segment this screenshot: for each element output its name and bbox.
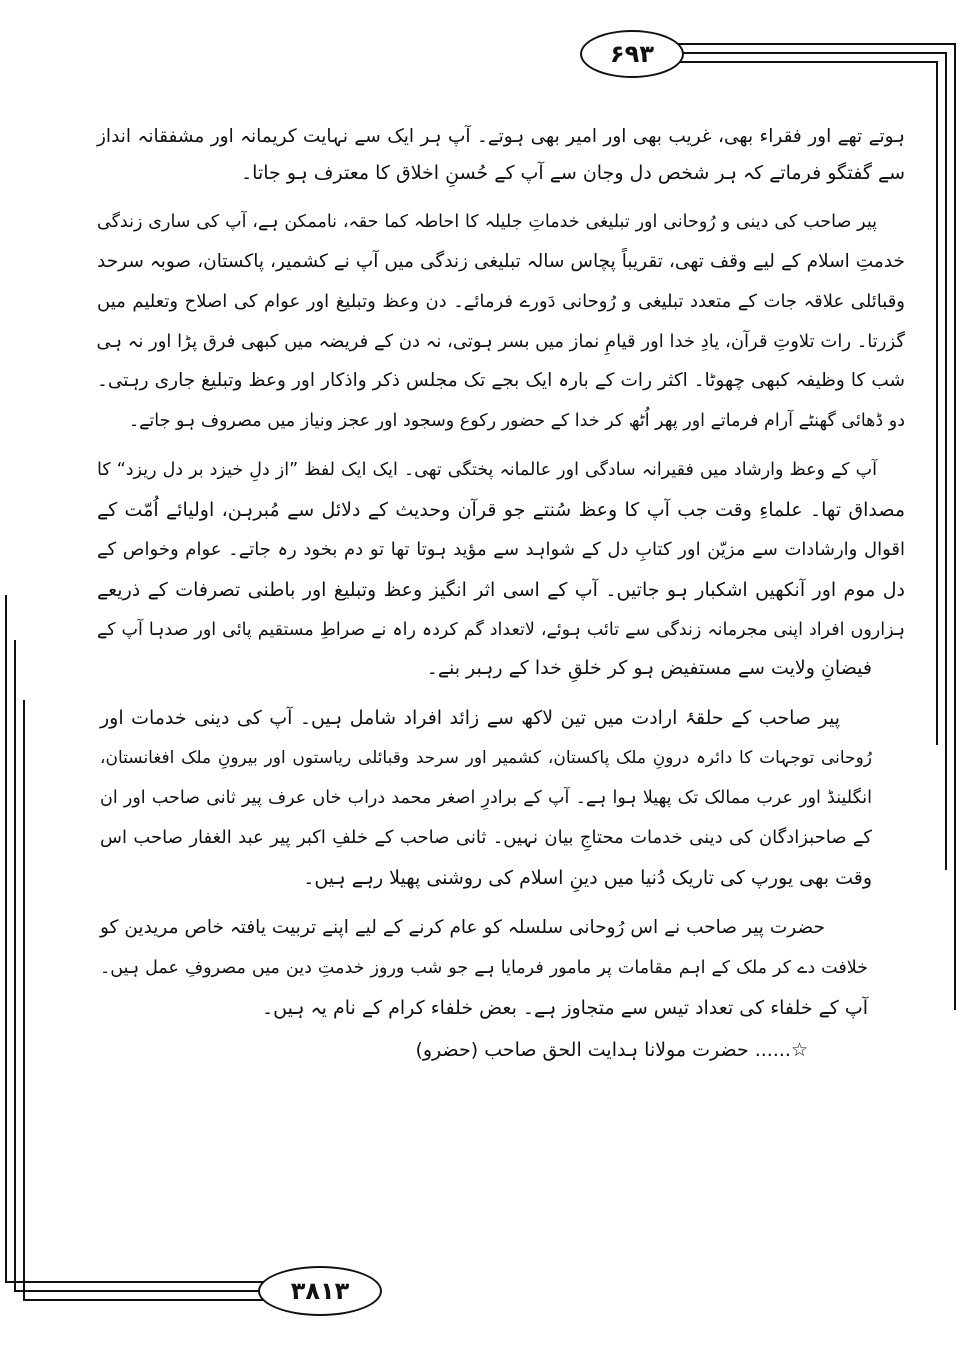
text-line: فیضانِ ولایت سے مستفیض ہو کر خلقِ خدا کے رہبر بنے۔ [426, 657, 872, 679]
text-line: ہزاروں افراد اپنی مجرمانہ زندگی سے تائب ہوئے، لاتعداد گم کردہ راہ نے صراطِ مستقیم پائی اور صدہا آپ کے [97, 620, 905, 640]
top-page-number: ۶۹۳ [580, 30, 684, 78]
paragraph-start-line: آپ کے وعظ وارشاد میں فقیرانہ سادگی اور عالمانہ پختگی تھی۔ ایک ایک لفظ ”از دلِ خیزد بر دل ریزد“ کا [97, 460, 877, 480]
paragraph-start-line: پیر صاحب کے حلقۂ ارادت میں تین لاکھ سے زائد افراد شامل ہیں۔ آپ کی دینی خدمات اور [100, 707, 840, 729]
text-line: وقبائلی علاقہ جات کے متعدد تبلیغی و رُوحانی دَورے فرمائے۔ دن وعظ وتبلیغ اور عوام کی اصلاح وتعلیم میں [97, 291, 905, 312]
text-line: سے گفتگو فرماتے کہ ہر شخص دل وجان سے آپ کے حُسنِ اخلاق کا معترف ہو جاتا۔ [241, 162, 905, 184]
text-line: خلافت دے کر ملک کے اہم مقامات پر مامور فرمایا ہے جو شب وروز خدمتِ دین میں مصروفِ عمل ہیں۔ [100, 958, 868, 978]
text-line: انگلینڈ اور عرب ممالک تک پھیلا ہوا ہے۔ آپ کے برادرِ اصغر محمد دراب خاں عرف پیر ثانی صاحب اور ان [100, 788, 872, 808]
text-line: وقت بھی یورپ کی تاریک دُنیا میں دینِ اسلام کی روشنی پھیلا رہے ہیں۔ [303, 867, 872, 889]
list-item-khalifa: ☆...... حضرت مولانا ہدایت الحق صاحب (حضرو) [415, 1039, 808, 1061]
text-line: ہوتے تھے اور فقراء بھی، غریب بھی اور امیر بھی ہوتے۔ آپ ہر ایک سے نہایت کریمانہ اور مشفقانہ انداز [97, 126, 905, 147]
text-line: اقوال وارشادات سے مزیّن اور کتابِ دل کے شواہد سے مؤید ہوتا تھا تو دم بخود رہ جاتے۔ عوام وخواص کے [97, 539, 905, 560]
text-line: دل موم اور آنکھیں اشکبار ہو جاتیں۔ آپ کے اسی اثر انگیز وعظ وتبلیغ اور باطنی تصرفات کے ذریعے [97, 579, 905, 601]
text-line: خدمتِ اسلام کے لیے وقف تھی، تقریباً پچاس سالہ تبلیغی زندگی میں آپ نے کشمیر، پاکستان، صوبہ سرحد [97, 251, 905, 272]
text-line: دو ڈھائی گھنٹے آرام فرماتے اور پھر اُٹھ کر خدا کے حضور رکوع وسجود اور عجز ونیاز میں مصروف ہو جاتے۔ [128, 411, 905, 431]
paragraph-start-line: حضرت پیر صاحب نے اس رُوحانی سلسلہ کو عام کرنے کے لیے اپنے تربیت یافتہ خاص مریدین کو [100, 917, 825, 938]
text-line: کے صاحبزادگان کی دینی خدمات محتاجِ بیان نہیں۔ ثانی صاحب کے خلفِ اکبر پیر عبد الغفار صاحب اس [100, 827, 872, 848]
text-line: آپ کے خلفاء کی تعداد تیس سے متجاوز ہے۔ بعض خلفاء کرام کے نام یہ ہیں۔ [262, 997, 868, 1019]
text-line: رُوحانی توجہات کا دائرہ درونِ ملک پاکستان، کشمیر اور سرحد وقبائلی ریاستوں اور بیرونِ ملک افغانستان، [100, 748, 872, 768]
paragraph-start-line: پیر صاحب کی دینی و رُوحانی اور تبلیغی خدماتِ جلیلہ کا احاطہ کما حقہ، ناممکن ہے، آپ کی ساری زندگی [97, 212, 877, 232]
text-line: گزرتا۔ رات تلاوتِ قرآن، یادِ خدا اور قیامِ نماز میں بسر ہوتی، نہ دن کے فریضہ میں کبھی فرق پڑا اور نہ ہی [96, 331, 905, 352]
text-line: شب کا وظیفہ کبھی چھوٹا۔ اکثر رات کے بارہ ایک بجے تک مجلس ذکر واذکار اور وعظ وتبلیغ جاری رہتی۔ [97, 370, 905, 391]
bottom-page-number: ۳۸۱۳ [258, 1266, 382, 1316]
text-line: مصداق تھا۔ علماءِ وقت جب آپ کا وعظ سُنتے جو قرآن وحدیث کے دلائل سے مُبرہن، اولیائے اُمّت کے [97, 499, 905, 521]
